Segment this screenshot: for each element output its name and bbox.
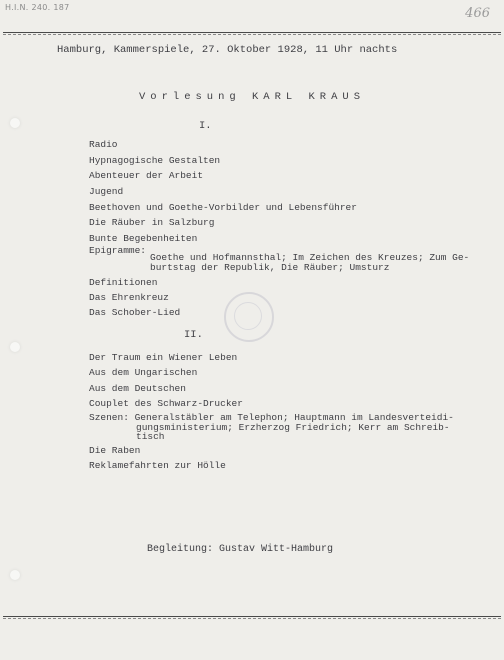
szenen-line-2: gungsministerium; Erzherzog Friedrich; Kerr am Schreib- (136, 422, 450, 433)
program-item: Epigramme: (89, 245, 147, 256)
archive-mark: H.I.N. 240. 187 (5, 3, 70, 12)
header-line: Hamburg, Kammerspiele, 27. Oktober 1928, 11 Uhr nachts (57, 44, 398, 56)
program-item: Jugend (89, 186, 124, 197)
top-rule (3, 32, 501, 33)
program-item: Definitionen (89, 277, 158, 288)
punch-hole (10, 570, 20, 580)
program-item: Aus dem Ungarischen (89, 367, 198, 378)
epigramme-line-2: burtstag der Republik, Die Räuber; Umsturz (150, 262, 390, 273)
punch-hole (10, 342, 20, 352)
section-numeral-2: II. (184, 329, 203, 341)
program-item: Couplet des Schwarz-Drucker (89, 398, 243, 409)
program-item: Das Schober-Lied (89, 307, 181, 318)
program-item: Der Traum ein Wiener Leben (89, 352, 238, 363)
bottom-rule-dashed (3, 618, 501, 619)
program-item: Hypnagogische Gestalten (89, 155, 221, 166)
punch-hole (10, 118, 20, 128)
program-item: Radio (89, 139, 118, 150)
szenen-line-3: tisch (136, 431, 165, 442)
program-item: Reklamefahrten zur Hölle (89, 460, 226, 471)
program-item: Bunte Begebenheiten (89, 233, 198, 244)
accompaniment-line: Begleitung: Gustav Witt-Hamburg (147, 544, 334, 555)
program-item: Die Raben (89, 445, 141, 456)
epigramme-line-1: Goethe und Hofmannsthal; Im Zeichen des Kreuzes; Zum Ge- (150, 252, 470, 263)
page-title: Vorlesung KARL KRAUS (138, 91, 366, 103)
program-item: Beethoven und Goethe-Vorbilder und Lebensführer (89, 202, 357, 213)
program-item: Aus dem Deutschen (89, 383, 186, 394)
library-stamp (224, 292, 274, 342)
szenen-line-1: Szenen: Generalstäbler am Telephon; Hauptmann im Landesverteidi- (89, 412, 454, 423)
bottom-rule (3, 616, 501, 617)
top-rule-dashed (3, 34, 501, 35)
folio-number: 466 (465, 6, 490, 21)
program-item: Das Ehrenkreuz (89, 292, 169, 303)
program-item: Abenteuer der Arbeit (89, 170, 204, 181)
program-item: Die Räuber in Salzburg (89, 217, 215, 228)
section-numeral-1: I. (199, 120, 212, 132)
